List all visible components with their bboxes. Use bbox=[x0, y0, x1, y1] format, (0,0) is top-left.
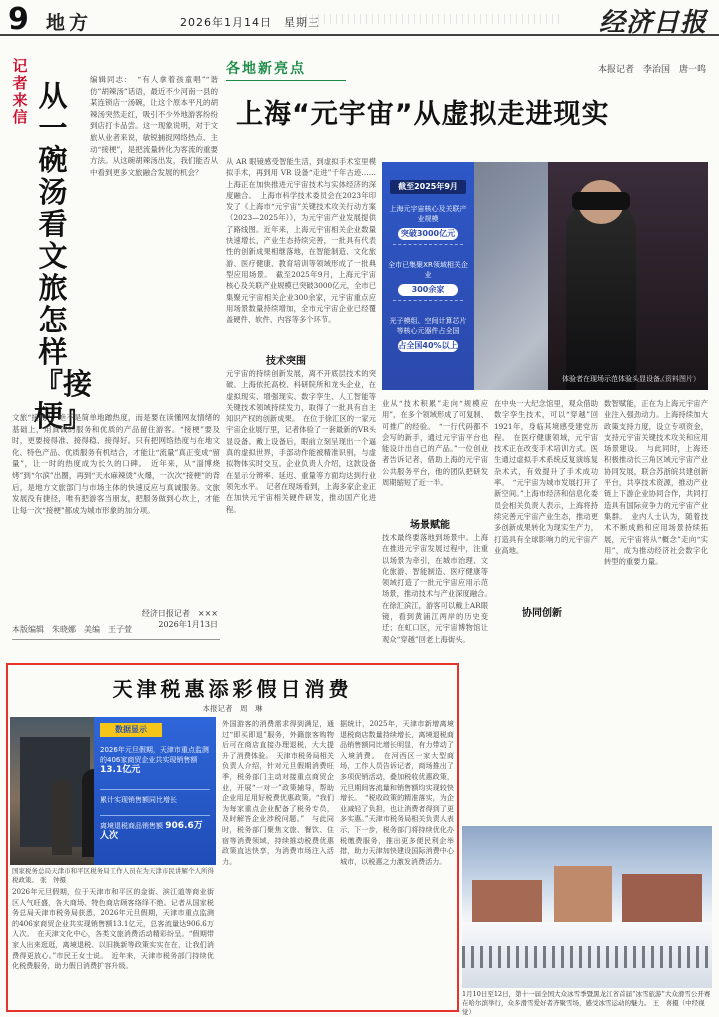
databox-value: 13.1亿元 bbox=[100, 765, 141, 775]
infobox-separator bbox=[393, 300, 463, 301]
page-number: 9 bbox=[8, 2, 29, 37]
ski-photo-caption bbox=[462, 990, 712, 1017]
infobox-value: 突破3000亿元 bbox=[398, 228, 458, 240]
photo-building bbox=[554, 866, 612, 924]
shanghai-col1: 从 AR 眼镜感受智能生活，到虚拟手术室里模拟手术，再到用 VR 设备“走进”千年古迹……上海正在加快推进元宇宙技术与实体经济的深度融合。 上海市科学技术委员会在2023年印发了《上海市“元宇宙”关键技术攻关行动方案（2023—2025年）》，为元宇宙产业发展提供了路线图。近年来，上海元宇宙相关企业数量快速增长，产业生态持续完善，一批具有代表性的创新成果相继落地，在智能制造、文化旅游、医疗健康、教育培训等领域形成了一批典型应用场景。 截至2025年9月，上海元宇宙核心及关联产业规模已突破3000亿元，全市已集聚元宇宙相关企业300余家，元宇宙重点应用场景数量持续增加，全市元宇宙企业已经覆盖硬件、软件、内容等多个环节。 bbox=[226, 157, 376, 325]
infobox-value: 300余家 bbox=[398, 284, 458, 296]
photo-building bbox=[622, 874, 702, 924]
databox-item bbox=[100, 821, 210, 841]
shanghai-article bbox=[222, 52, 710, 644]
infobox-label: 全市已集聚XR领域相关企业 bbox=[388, 261, 468, 279]
databox-divider bbox=[100, 789, 210, 790]
shanghai-photo bbox=[382, 162, 708, 390]
ski-photo bbox=[462, 826, 712, 988]
databox-label: 2026年元旦假期，天津市重点监测的406家商贸企业共实现销售额 bbox=[100, 746, 209, 764]
databox-divider bbox=[100, 815, 210, 816]
shanghai-col2: 元宇宙的持续创新发展，离不开底层技术的突破。上海依托高校、科研院所和龙头企业，在虚拟现实、增强现实、数字孪生、人工智能等关键技术领域持续发力，取得了一批具有自主知识产权的创新成果。 在位于徐汇区的一家元宇宙企业展厅里，记者体验了一套最新的VR头显设备。戴上设备后，眼前立刻呈现出一个逼真的虚拟世界，手部动作能被精准识别，与虚拟物体实时交互。企业负责人介绍，这款设备在显示分辨率、延迟、重量等方面均达到行业领先水平。 记者在现场看到，上海多家企业正在加快元宇宙相关硬件研发，推动国产化进程。 bbox=[226, 369, 376, 514]
caption-text: 国家税务总局天津市和平区税务局工作人员在为天津市民讲解个人所得税政策。 bbox=[12, 867, 214, 884]
reporter-note-signature bbox=[142, 608, 218, 630]
shanghai-byline: 本报记者 李治国 唐一鸣 bbox=[597, 65, 706, 75]
tianjin-col2: 外国游客的消费需求得到满足，通过“即买即退”服务，外籍旅客购物后可在商店直接办理退税，大大提升了消费体验。 天津市税务局相关负责人介绍，针对元旦假期消费旺季，税务部门主动对接重点商贸企业，开展“一对一”政策辅导，帮助企业用足用好税费优惠政策。“我们为每家重点企业配备了税务专员，及时解答企业涉税问题。” 与此同时，税务部门聚焦文旅、餐饮、住宿等消费领域，持续推动税费优惠政策直达快享，为消费市场注入活力。 bbox=[222, 719, 334, 866]
issue-date: 2026年1月14日 星期三 bbox=[180, 16, 320, 29]
kicker-underline bbox=[226, 80, 346, 81]
infobox-label: 上海元宇宙核心及关联产业规模 bbox=[389, 205, 467, 223]
caption-credit: 张 钟摄 bbox=[40, 876, 67, 884]
section-title: 地方 bbox=[46, 12, 93, 34]
infobox-item bbox=[388, 260, 468, 305]
databox-item bbox=[100, 795, 210, 805]
page-header bbox=[0, 0, 719, 36]
shanghai-headline: 上海“元宇宙”从虚拟走进现实 bbox=[236, 99, 610, 130]
vr-headset-icon bbox=[572, 192, 630, 210]
tianjin-photo-caption bbox=[12, 867, 214, 885]
signature-name: 经济日报记者 ××× bbox=[141, 609, 218, 618]
caption-credit: 王 喜摄（中经视觉） bbox=[462, 999, 705, 1016]
infobox-value: 占全国40%以上 bbox=[398, 341, 458, 350]
page-editors: 本版编辑 朱晓娜 美编 王子萱 bbox=[12, 625, 132, 634]
reporter-note-body-top: 编辑同志： “有人拿着孩童唱”“谐仿”胡辣汤”话语，最近不少河南一县的某连锁店一汤碗，让这个原本平凡的胡辣汤突然走红，吸引不少外地游客纷纷到店打卡品尝。这一现象说明，对于文旅从业者来说，敏锐捕捉网络热点、主动“接梗”，是把流量转化为客流的重要方法。从这碗胡辣汤出发，我们能否从中看到更多文旅融合发展的机会？ bbox=[90, 75, 218, 177]
shanghai-photo-credit: （资料图片） bbox=[658, 375, 700, 383]
shanghai-col5: 数智赋能，正在为上海元宇宙产业注入强劲动力。上海持续加大政策支持力度，设立专项资金，支持元宇宙关键技术攻关和应用场景建设。 与此同时，上海还积极推动长三角区域元宇宙产业协同发展，联合苏浙皖共建创新平台，共享技术资源，推动产业链上下游企业协同合作，共同打造具有国际竞争力的元宇宙产业集群。 业内人士认为，随着技术不断成熟和应用场景持续拓展，元宇宙将从“概念”走向“实用”，成为推动经济社会数字化转型的重要力量。 bbox=[604, 399, 708, 567]
tianjin-byline: 本报记者 周 琳 bbox=[202, 704, 263, 713]
subhead-tech: 技术突围 bbox=[266, 356, 306, 367]
reporter-note-title: 从一碗汤看文旅怎样『接梗』 bbox=[34, 79, 93, 433]
shanghai-col3: 业从“技术积累”走向“规模应用”，在多个领域形成了可复制、可推广的经验。 “一行代码都不会写的新手，通过元宇宙平台也能设计出自己的产品。”一位创业者告诉记者，借助上海的元宇宙公共服务平台，他的团队把研发周期缩短了近一半。 bbox=[382, 399, 488, 488]
subhead-scene: 场景赋能 bbox=[410, 520, 450, 531]
reporter-note-article bbox=[12, 52, 220, 640]
databox-value: 906.6万人次 bbox=[100, 821, 203, 841]
shanghai-col4: 在中央一大纪念馆里，观众借助数字孪生技术，可以“穿越”回1921年，身临其境感受建党历程。 在医疗健康领域，元宇宙技术正在改变手术培训方式。医生通过虚拟手术系统反复演练复杂术式，有效提升了手术成功率。 “元宇宙为城市发展打开了新空间。”上海市经济和信息化委员会相关负责人表示，上海将持续完善元宇宙产业生态，推动更多创新成果转化为现实生产力，打造具有全球影响力的元宇宙产业高地。 bbox=[494, 399, 598, 555]
infobox-item bbox=[388, 204, 468, 249]
reporter-note-tag: 记者来信 bbox=[12, 57, 28, 126]
photo-person bbox=[52, 779, 72, 855]
infobox-separator bbox=[393, 244, 463, 245]
databox-label: 累计实现销售额同比增长 bbox=[100, 796, 177, 804]
infobox-caption: 截至2025年9月 bbox=[390, 180, 466, 194]
infobox-item bbox=[388, 316, 468, 352]
signature-date: 2026年1月13日 bbox=[158, 620, 218, 629]
header-decoration bbox=[300, 14, 560, 24]
subhead-collab: 协同创新 bbox=[522, 608, 562, 619]
shanghai-infobox bbox=[382, 162, 474, 390]
shanghai-photo-caption: 体验者在现场示范体验头显设备。 bbox=[562, 375, 667, 383]
databox-label: 离境退税商品销售额 bbox=[100, 822, 163, 830]
column-kicker: 各地新亮点 bbox=[226, 61, 306, 77]
reporter-note-body-bottom: 文旅“接梗”，绝不是简单地蹭热度，而是要在读懂网友情绪的基础上，用真诚的服务和优质的产品留住游客。“接梗”要及时，更要接得准、接得稳、接得好。只有把网络热度与在地文化、特色产品、优质服务有机结合，才能让“流量”真正变成“留量”，让一时的热度成为长久的口碑。 近年来，从“淄博烧烤”到“尔滨”出圈，再到“天水麻辣烫”火爆，一次次“接梗”的背后，是地方文旅部门与市场主体的快速反应与真诚服务。文旅发展没有捷径，唯有把游客当朋友，把服务做到心坎上，才能让每一次“接梗”都成为城市形象的加分项。 bbox=[12, 413, 220, 515]
caption-text: 1月10日至12日，第十一届全国大众冰雪季暨黑龙江省首届“冰雪旅游”大众滑雪公开赛在哈尔滨举行，众多滑雪爱好者齐聚雪场，感受冰雪运动的魅力。 bbox=[462, 990, 711, 1007]
tianjin-article bbox=[6, 663, 459, 1012]
tianjin-databox bbox=[94, 717, 216, 865]
photo-crowd bbox=[462, 946, 712, 968]
databox-item bbox=[100, 745, 210, 775]
infobox-label: 光子模组、空间计算芯片等核心元器件占全国 bbox=[389, 317, 467, 335]
newspaper-logo: 经济日报 bbox=[598, 8, 707, 38]
photo-building bbox=[472, 880, 542, 924]
photo-person bbox=[566, 200, 636, 390]
databox-caption: 数据显示 bbox=[100, 723, 162, 737]
tianjin-col3: 据统计，2025年，天津市新增离境退税商店数量持续增长，离境退税商品销售额同比增长明显，有力带动了入境消费。 在河西区一家大型商场，工作人员告诉记者，商场推出了多项促销活动，叠加税收优惠政策，元旦期间客流量和销售额均实现较快增长。 “税收政策的精准落实，为企业减轻了负担，也让消费者得到了更多实惠。”天津市税务局相关负责人表示，下一步，税务部门将持续优化办税缴费服务，推出更多便民利企举措，助力天津加快建设国际消费中心城市，以税惠之力激发消费活力。 bbox=[340, 719, 454, 866]
tianjin-col1: 2026年元旦假期，位于天津市和平区的金街、滨江道等商业街区人气旺盛，各大商场、特色商店顾客络绎不绝。记者从国家税务总局天津市税务局获悉，2026年元旦假期，天津市重点监测的406家商贸企业共实现销售额13.1亿元，总客流量达906.6万人次。 在天津文化中心，各类文旅消费活动精彩纷呈。“假期带家人出来逛逛，离境退税、以旧换新等政策实实在在，让我们消费得更放心。”市民王女士说。 近年来，天津市税务部门持续优化税费服务，助力假日消费扩容升级。 bbox=[12, 887, 214, 971]
shanghai-col3b: 技术最终要落地到场景中。上海在推进元宇宙发展过程中，注重以场景为牵引，在城市治理、文化旅游、智能制造、医疗健康等领域打造了一批元宇宙应用示范场景，推动技术与产业深度融合。 在徐汇滨江，游客可以戴上AR眼镜，看到黄浦江两岸的历史变迁；在虹口区，元宇宙博物馆让观众“穿越”回老上海街头。 bbox=[382, 533, 496, 644]
tianjin-headline: 天津税惠添彩假日消费 bbox=[112, 677, 353, 701]
